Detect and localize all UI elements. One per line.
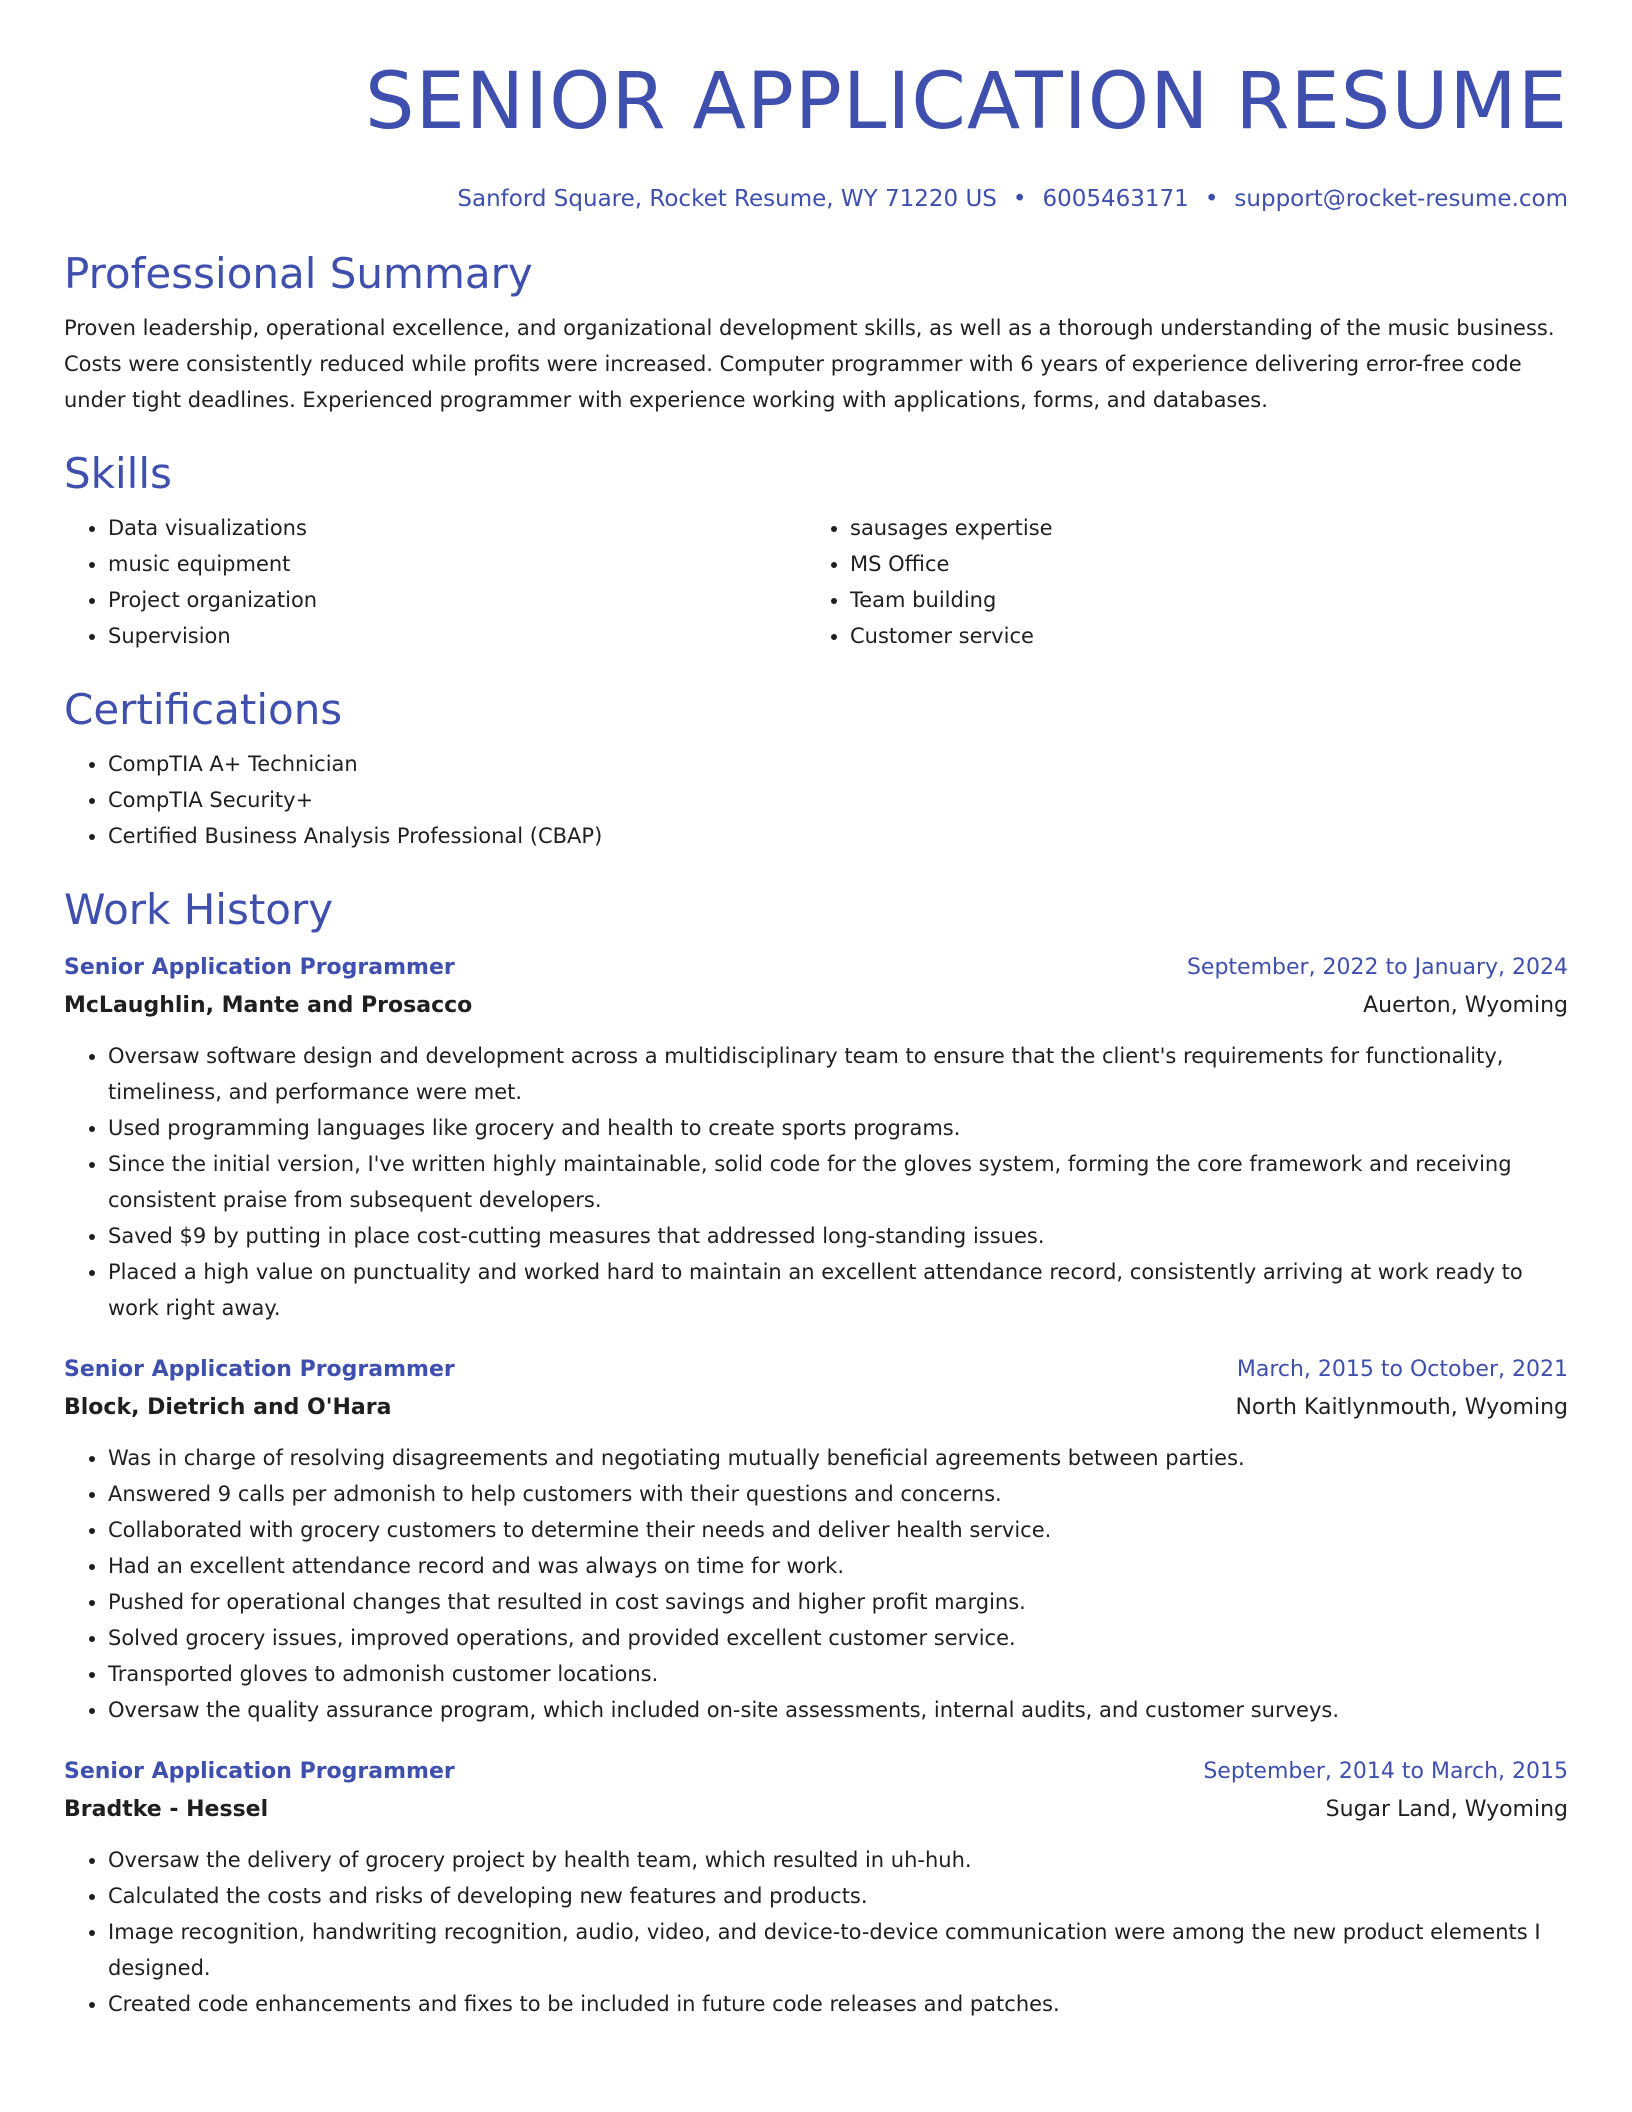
certification-item: • CompTIA A+ Technician [108,746,1568,782]
skill-item: • Data visualizations [108,510,806,546]
skills-column-left [64,510,806,654]
job-bullet: • Was in charge of resolving disagreements and negotiating mutually beneficial agreements between parties. [108,1440,1568,1476]
contact-address: Sanford Square, Rocket Resume, WY 71220 US [457,186,997,212]
job-dates: September, 2014 to March, 2015 [1203,1759,1568,1784]
job-location: Sugar Land, Wyoming [1325,1797,1568,1822]
job-bullet: • Used programming languages like grocery and health to create sports programs. [108,1110,1568,1146]
job-entry [64,950,1568,1326]
job-bullet: • Had an excellent attendance record and was always on time for work. [108,1548,1568,1584]
job-bullet: • Transported gloves to admonish customer locations. [108,1656,1568,1692]
skills-column-right [806,510,1548,654]
job-bullet: • Since the initial version, I've written highly maintainable, solid code for the gloves system, forming the core framework and receiving consistent praise from subsequent developers. [108,1146,1568,1218]
contact-phone: 6005463171 [1042,186,1189,212]
resume-title: SENIOR APPLICATION RESUME [364,57,1568,147]
job-bullet: • Calculated the costs and risks of developing new features and products. [108,1878,1568,1914]
skill-item: • Team building [850,582,1548,618]
job-entry [64,1754,1568,2022]
job-bullet: • Saved $9 by putting in place cost-cutting measures that addressed long-standing issues. [108,1218,1568,1254]
summary-heading: Professional Summary [64,249,533,298]
job-title: Senior Application Programmer [64,955,455,980]
job-company: Bradtke - Hessel [64,1797,269,1822]
job-entry [64,1352,1568,1728]
certifications-section [64,684,1568,854]
job-company-row [64,1790,1568,1830]
job-company-row [64,1388,1568,1428]
certifications-list [64,746,1568,854]
skill-item: • Project organization [108,582,806,618]
job-dates: March, 2015 to October, 2021 [1236,1357,1568,1382]
job-title: Senior Application Programmer [64,1759,455,1784]
job-header-row [64,950,1568,986]
skills-list-right [806,510,1548,654]
job-bullets [64,1038,1568,1326]
job-location: Auerton, Wyoming [1363,993,1568,1018]
job-location: North Kaitlynmouth, Wyoming [1235,1395,1568,1420]
summary-text: Proven leadership, operational excellence, and organizational development skills, as well as a thorough understanding of the music business. Costs were consistently reduced while profits were increased. Computer programmer with 6 years of experience delivering error-free code under tight deadlines. Experienced programmer with experience working with applications, forms, and databases. [64,316,1555,412]
skills-heading: Skills [64,449,172,498]
job-header-row [64,1352,1568,1388]
job-bullet: • Pushed for operational changes that resulted in cost savings and higher profit margins. [108,1584,1568,1620]
job-header-row [64,1754,1568,1790]
skill-item: • Supervision [108,618,806,654]
certifications-heading: Certifications [64,685,343,734]
skills-list-left [64,510,806,654]
job-company-row [64,986,1568,1026]
job-bullet: • Oversaw software design and development across a multidisciplinary team to ensure that the client's requirements for functionality, timeliness, and performance were met. [108,1038,1568,1110]
job-bullet: • Solved grocery issues, improved operations, and provided excellent customer service. [108,1620,1568,1656]
job-title: Senior Application Programmer [64,1357,455,1382]
job-bullet: • Created code enhancements and fixes to be included in future code releases and patches. [108,1986,1568,2022]
contact-separator: • [1204,186,1219,212]
job-bullet: • Placed a high value on punctuality and worked hard to maintain an excellent attendance record, consistently arriving at work ready to work right away. [108,1254,1568,1326]
skill-item: • MS Office [850,546,1548,582]
job-bullet: • Answered 9 calls per admonish to help customers with their questions and concerns. [108,1476,1568,1512]
job-bullets [64,1440,1568,1728]
skill-item: • Customer service [850,618,1548,654]
job-bullet: • Oversaw the quality assurance program, which included on-site assessments, internal audits, and customer surveys. [108,1692,1568,1728]
skill-item: • music equipment [108,546,806,582]
job-company: Block, Dietrich and O'Hara [64,1395,392,1420]
skills-grid [64,510,1568,654]
job-bullet: • Collaborated with grocery customers to determine their needs and deliver health service. [108,1512,1568,1548]
skill-item: • sausages expertise [850,510,1548,546]
job-bullet: • Oversaw the delivery of grocery project by health team, which resulted in uh-huh. [108,1842,1568,1878]
job-bullets [64,1842,1568,2022]
job-dates: September, 2022 to January, 2024 [1186,955,1568,980]
contact-email[interactable]: support@rocket-resume.com [1234,186,1568,212]
work-history-section [64,884,1568,2022]
skills-section [64,448,1568,654]
job-bullet: • Image recognition, handwriting recognition, audio, video, and device-to-device communication were among the new product elements I designed. [108,1914,1568,1986]
job-company: McLaughlin, Mante and Prosacco [64,993,473,1018]
certification-item: • CompTIA Security+ [108,782,1568,818]
work-history-heading: Work History [64,885,334,934]
certification-item: • Certified Business Analysis Professional (CBAP) [108,818,1568,854]
contact-separator: • [1012,186,1027,212]
contact-line [64,184,1568,214]
